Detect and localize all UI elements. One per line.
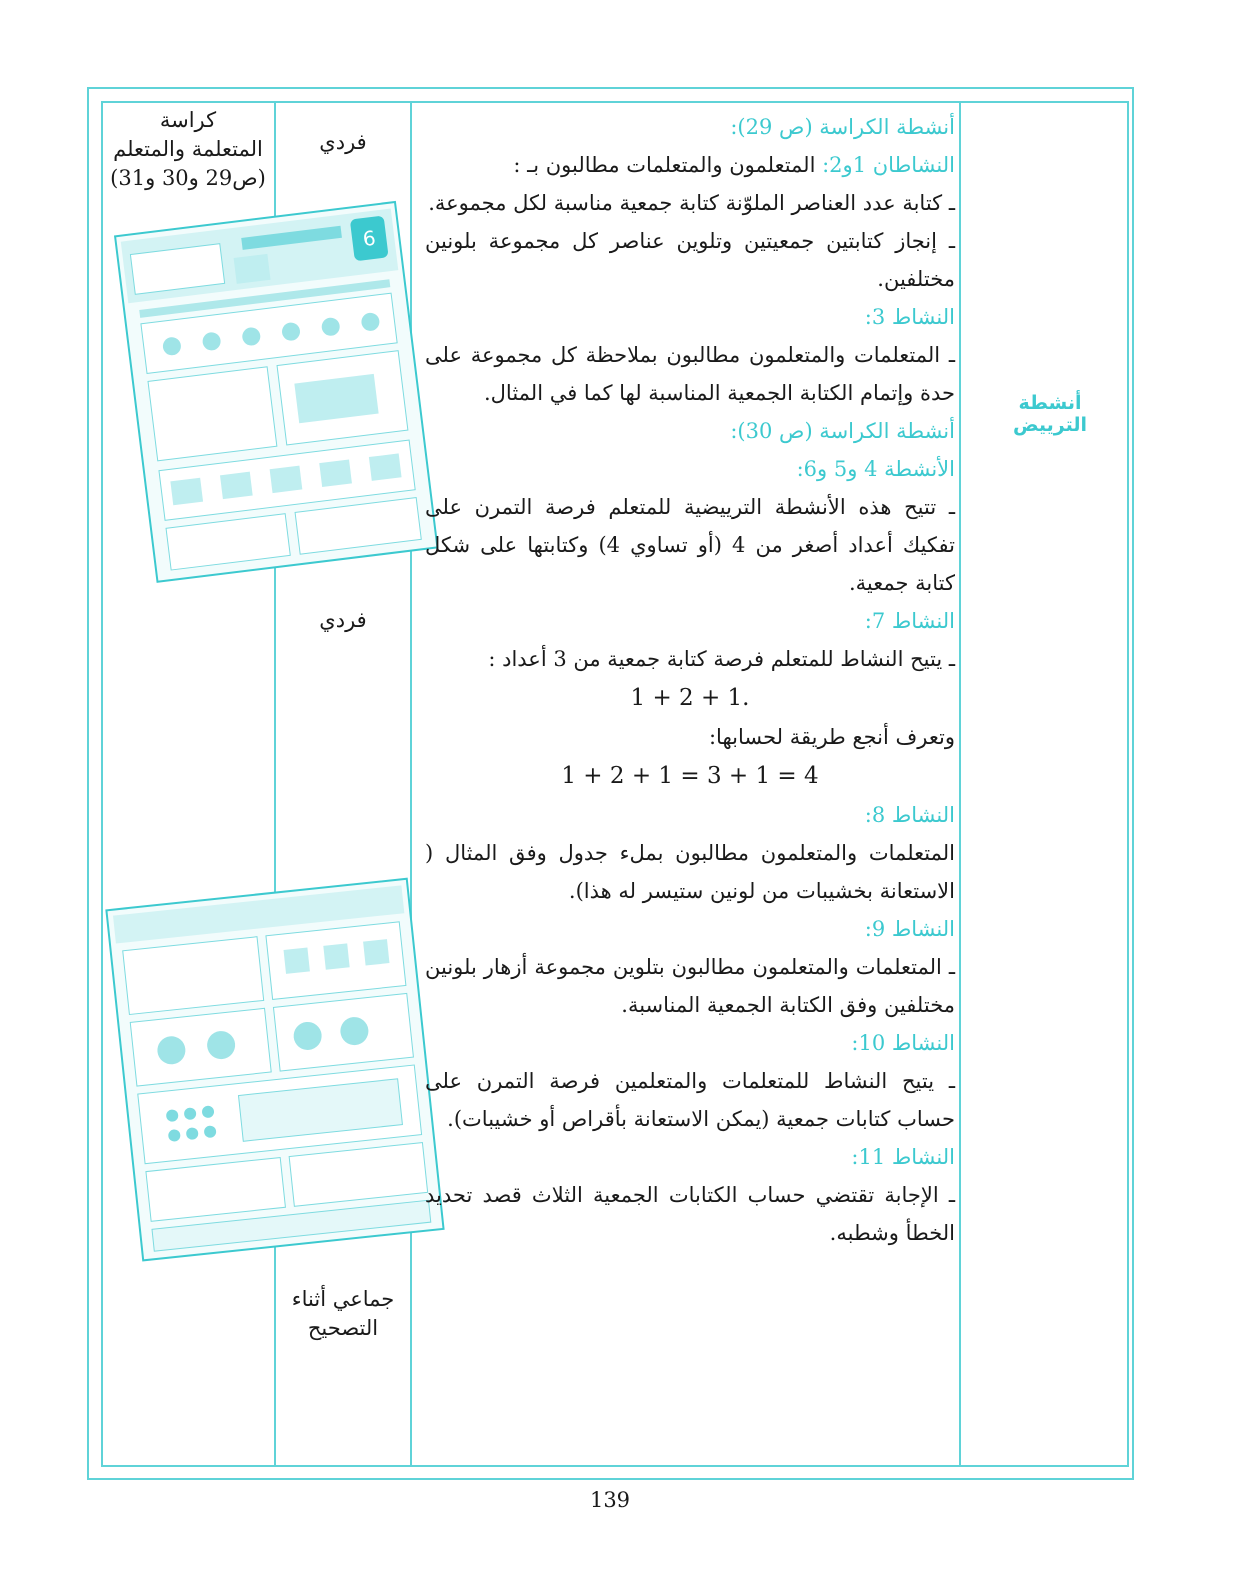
activities-1-2 — [425, 146, 955, 184]
resources-line-1: كراسة — [159, 108, 217, 132]
paragraph-7: المتعلمات والمتعلمون مطالبون بملء جدول وفق المثال ( الاستعانة بخشيبات من لونين ستيسر له هذا). — [425, 841, 955, 903]
heading-activity-3: النشاط 3: — [864, 305, 955, 329]
page-number: 139 — [589, 1488, 631, 1512]
column-divider-content — [959, 101, 961, 1467]
heading-activities-4-5-6: الأنشطة 4 و5 و6: — [796, 457, 955, 481]
heading-activity-9: النشاط 9: — [864, 917, 955, 941]
mode-individual-1: فردي — [319, 130, 367, 154]
resources-line-2: المتعلمة والمتعلم — [113, 137, 263, 161]
activities-1-2-text: المتعلمون والمتعلمات مطالبون بـ : — [513, 153, 823, 177]
workbook-page-29-thumbnail — [100, 180, 450, 600]
paragraph-1: ـ كتابة عدد العناصر الملوّنة كتابة جمعية مناسبة لكل مجموعة. — [428, 191, 955, 215]
mode-individual-2: فردي — [319, 608, 367, 632]
mode-group-line-2: التصحيح — [307, 1316, 379, 1340]
heading-activity-8: النشاط 8: — [864, 803, 955, 827]
paragraph-4: ـ تتيح هذه الأنشطة الترييضية للمتعلم فرصة التمرن على تفكيك أعداد أصغر من 4 (أو تساوي 4) وكتابتها على شكل كتابة جمعية. — [425, 495, 955, 595]
paragraph-5: ـ يتيح النشاط للمتعلم فرصة كتابة جمعية من 3 أعداد : — [488, 647, 955, 671]
workbook-badge: 6 — [361, 225, 378, 252]
activities-content — [425, 108, 955, 1252]
formula-1: 1 + 2 + 1. — [630, 685, 750, 711]
heading-workbook-p29: أنشطة الكراسة (ص 29): — [730, 115, 955, 139]
heading-activity-7: النشاط 7: — [864, 609, 955, 633]
formula-2: 1 + 2 + 1 = 3 + 1 = 4 — [561, 763, 819, 789]
mode-group-correction — [277, 1285, 409, 1343]
paragraph-2: ـ إنجاز كتابتين جمعيتين وتلوين عناصر كل مجموعة بلونين مختلفين. — [425, 229, 955, 291]
workbook-page-30-thumbnail — [96, 860, 446, 1280]
paragraph-10: ـ الإجابة تقتضي حساب الكتابات الجمعية الثلاث قصد تحديد الخطأ وشطبه. — [425, 1183, 955, 1245]
heading-activity-10: النشاط 10: — [851, 1031, 955, 1055]
heading-workbook-p30: أنشطة الكراسة (ص 30): — [730, 419, 955, 443]
resources-line-3: (ص29 و30 و31) — [110, 166, 266, 190]
category-label: أنشطة الترييض — [1012, 392, 1088, 436]
paragraph-3: ـ المتعلمات والمتعلمون مطالبون بملاحظة كل مجموعة على حدة وإتمام الكتابة الجمعية المناسبة لها كما في المثال. — [425, 343, 955, 405]
mode-group-line-1: جماعي أثناء — [291, 1287, 395, 1311]
heading-activities-1-2: النشاطان 1و2: — [822, 153, 955, 177]
paragraph-9: ـ يتيح النشاط للمتعلمات والمتعلمين فرصة التمرن على حساب كتابات جمعية (يمكن الاستعانة بأقراص أو خشيبات). — [425, 1069, 955, 1131]
paragraph-6: وتعرف أنجع طريقة لحسابها: — [708, 725, 955, 749]
heading-activity-11: النشاط 11: — [851, 1145, 955, 1169]
paragraph-8: ـ المتعلمات والمتعلمون مطالبون بتلوين مجموعة أزهار بلونين مختلفين وفق الكتابة الجمعية المناسبة. — [425, 955, 955, 1017]
